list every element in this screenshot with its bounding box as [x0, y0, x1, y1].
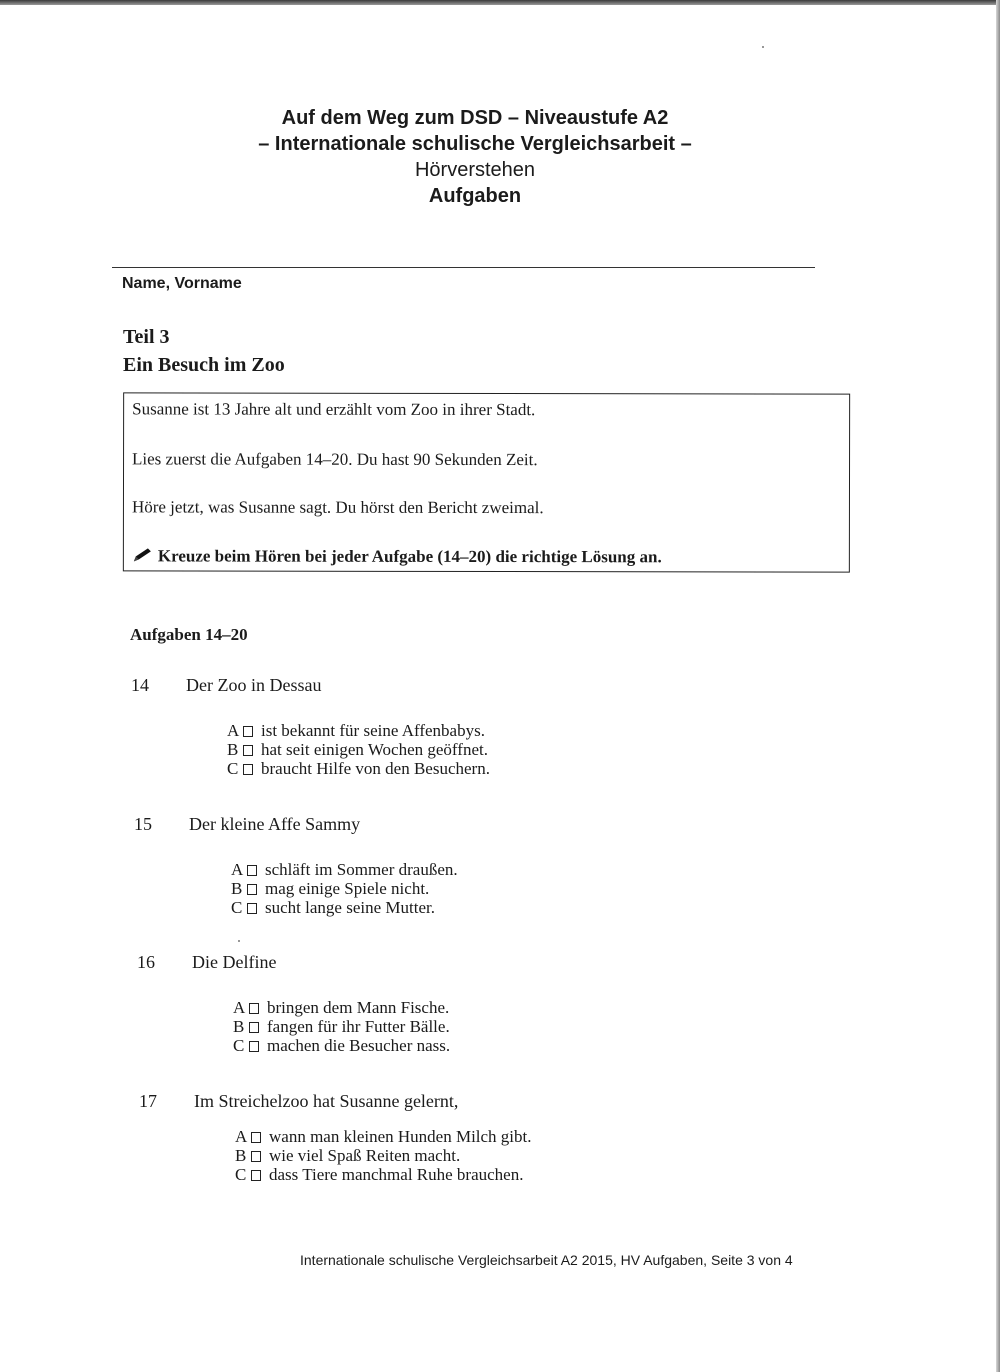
option-letter: C — [231, 898, 243, 917]
option-15-a[interactable] — [231, 860, 458, 879]
header-skill: Hörverstehen — [414, 159, 536, 181]
instruction-line: Susanne ist 13 Jahre alt und erzählt vom Zoo in ihrer Stadt. — [132, 399, 536, 420]
option-letter: A — [235, 1127, 248, 1146]
option-15-c[interactable] — [231, 898, 458, 917]
scan-edge-right — [996, 0, 1000, 1372]
task-number: 16 — [137, 952, 155, 972]
checkbox[interactable] — [251, 1132, 261, 1143]
option-letter: C — [233, 1036, 245, 1055]
instructions-box — [123, 392, 850, 572]
option-text: wie viel Spaß Reiten macht. — [269, 1146, 461, 1165]
instruction-line: Höre jetzt, was Susanne sagt. Du hörst den Bericht zweimal. — [131, 497, 544, 518]
section-part: Teil 3 — [123, 326, 170, 348]
pencil-icon — [132, 547, 154, 568]
task-15-options — [231, 860, 458, 917]
task-number: 17 — [139, 1091, 157, 1111]
option-17-c[interactable] — [235, 1165, 532, 1184]
checkbox[interactable] — [249, 1022, 259, 1033]
option-16-c[interactable] — [233, 1036, 450, 1055]
option-letter: A — [231, 860, 244, 879]
option-text: hat seit einigen Wochen geöffnet. — [261, 740, 488, 759]
task-14-options — [227, 721, 490, 778]
task-number: 15 — [134, 814, 152, 834]
checkbox[interactable] — [249, 1003, 259, 1014]
header-type: Aufgaben — [428, 185, 522, 207]
option-letter: A — [227, 721, 240, 740]
scan-edge-top — [0, 0, 1000, 5]
option-text: fangen für ihr Futter Bälle. — [267, 1017, 450, 1036]
option-14-a[interactable] — [227, 721, 490, 740]
option-text: ist bekannt für seine Affenbabys. — [261, 721, 485, 740]
option-text: bringen dem Mann Fische. — [267, 998, 450, 1017]
option-letter: B — [235, 1146, 247, 1165]
option-text: braucht Hilfe von den Besuchern. — [261, 759, 490, 778]
option-text: sucht lange seine Mutter. — [265, 898, 435, 917]
option-15-b[interactable] — [231, 879, 458, 898]
checkbox[interactable] — [243, 726, 253, 737]
option-letter: B — [227, 740, 239, 759]
checkbox[interactable] — [251, 1151, 261, 1162]
option-text: wann man kleinen Hunden Milch gibt. — [269, 1127, 532, 1146]
checkbox[interactable] — [247, 903, 257, 914]
option-17-a[interactable] — [235, 1127, 532, 1146]
task-16-options — [233, 998, 450, 1055]
task-stem: Im Streichelzoo hat Susanne gelernt, — [194, 1091, 459, 1111]
task-stem: Der Zoo in Dessau — [186, 675, 322, 695]
task-stem: Der kleine Affe Sammy — [189, 814, 361, 834]
instruction-line: Lies zuerst die Aufgaben 14–20. Du hast 90 Sekunden Zeit. — [132, 449, 538, 470]
checkbox[interactable] — [243, 745, 253, 756]
name-label: Name, Vorname — [122, 275, 242, 292]
option-text: mag einige Spiele nicht. — [265, 879, 430, 898]
option-text: schläft im Sommer draußen. — [265, 860, 458, 879]
checkbox[interactable] — [243, 764, 253, 775]
scan-speck — [238, 940, 240, 942]
option-14-c[interactable] — [227, 759, 490, 778]
option-text: machen die Besucher nass. — [267, 1036, 451, 1055]
option-letter: A — [233, 998, 246, 1017]
name-write-line[interactable] — [112, 267, 815, 268]
tasks-title: Aufgaben 14–20 — [130, 625, 248, 644]
header-title: Auf dem Weg zum DSD – Niveaustufe A2 — [281, 107, 669, 129]
page-footer: Internationale schulische Vergleichsarbeit A2 2015, HV Aufgaben, Seite 3 von 4 — [300, 1252, 793, 1268]
task-17-options — [235, 1127, 532, 1184]
document-header — [150, 105, 800, 209]
option-text: dass Tiere manchmal Ruhe brauchen. — [269, 1165, 524, 1184]
option-letter: C — [235, 1165, 247, 1184]
option-17-b[interactable] — [235, 1146, 532, 1165]
checkbox[interactable] — [251, 1170, 261, 1181]
checkbox[interactable] — [249, 1041, 259, 1052]
instruction-action-text: Kreuze beim Hören bei jeder Aufgabe (14–20) die richtige Lösung an. — [157, 546, 662, 567]
option-16-a[interactable] — [233, 998, 450, 1017]
checkbox[interactable] — [247, 884, 257, 895]
task-stem: Die Delfine — [192, 952, 277, 972]
header-subtitle: – Internationale schulische Vergleichsarbeit – — [258, 133, 692, 155]
instruction-line-bold — [132, 546, 662, 569]
option-16-b[interactable] — [233, 1017, 450, 1036]
scan-speck — [762, 46, 764, 48]
task-number: 14 — [131, 675, 149, 695]
option-letter: B — [233, 1017, 245, 1036]
option-14-b[interactable] — [227, 740, 490, 759]
section-title: Ein Besuch im Zoo — [123, 354, 285, 376]
option-letter: B — [231, 879, 243, 898]
option-letter: C — [227, 759, 239, 778]
checkbox[interactable] — [247, 865, 257, 876]
section-heading — [123, 323, 285, 379]
